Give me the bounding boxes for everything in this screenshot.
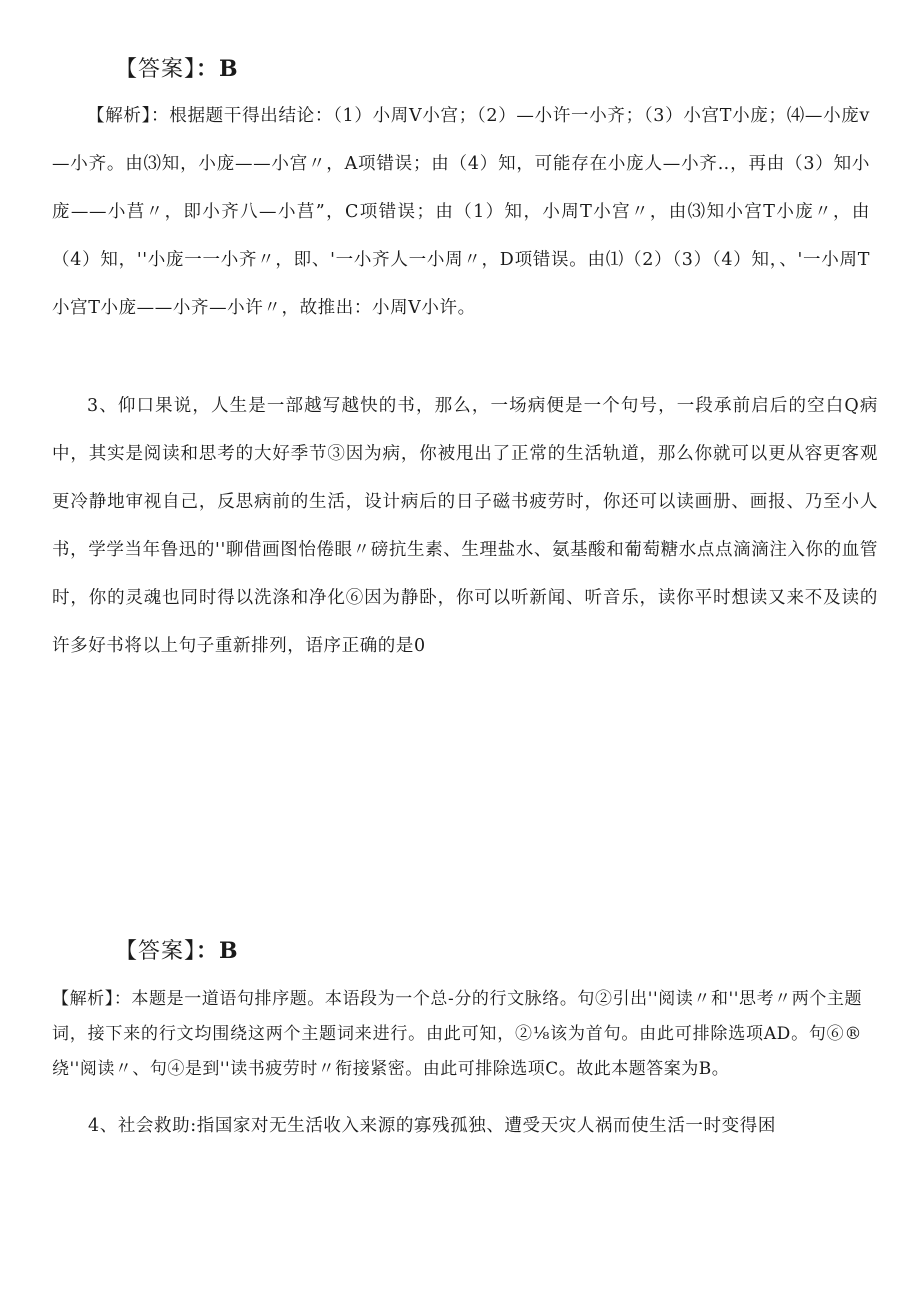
answer-line-1 — [115, 52, 239, 83]
answer-value: ：B — [196, 56, 239, 82]
answer-label: 【答案】 — [115, 939, 197, 964]
analysis-paragraph-2: 【解析】：本题是一道语句排序题。本语段为一个总-分的行文脉络。句②引出''阅读〃和''思考〃两个主题词，接下来的行文均围绕这两个主题词来进行。由此可知，②⅛该为首句。由此可排除选项AD。句⑥®绕''阅读〃、句④是到''读书疲劳时〃衔接紧密。由此可排除选项C。故此本题答案为B。 — [52, 989, 862, 1079]
answer-line-2 — [115, 934, 239, 965]
question-3-paragraph: 3、仰口果说，人生是一部越写越快的书，那么，一场病便是一个句号，一段承前启后的空白Q病中，其实是阅读和思考的大好季节③因为病，你被甩出了正常的生活轨道，那么你就可以更从容更客观更冷静地审视自己，反思病前的生活，设计病后的日子磁书疲劳时，你还可以读画册、画报、乃至小人书，学学当年鲁迅的''聊借画图怡倦眼〃磅抗生素、生理盐水、氨基酸和葡萄糖水点点滴滴注入你的血管时，你的灵魂也同时得以洗涤和净化⑥因为静卧，你可以听新闻、听音乐，读你平时想读又来不及读的许多好书将以上句子重新排列，语序正确的是0 — [52, 396, 878, 656]
answer-label: 【答案】 — [115, 57, 197, 82]
analysis-paragraph-1: 【解析】：根据题干得出结论：（1）小周Ⅴ小宫；（2）—小许一小齐；（3）小宫T小庞；⑷—小庞v—小齐。由⑶知，小庞——小宫〃，A项错误；由（4）知，可能存在小庞人—小齐‥，再由（3）知小庞——小莒〃，即小齐八—小莒”，C项错误；由（1）知，小周T小宫〃，由⑶知小宫T小庞〃，由（4）知，''小庞一一小齐〃，即、'一小齐人一小周〃，D项错误。由⑴（2）（3）（4）知，、'一小周T小宫T小庞——小齐—小许〃，故推出：小周Ⅴ小许。 — [52, 106, 870, 318]
question-4-line: 4、社会救助:指国家对无生活收入来源的寡残孤独、遭受天灾人祸而使生活一时变得困 — [88, 1116, 776, 1136]
answer-value: ：B — [196, 938, 239, 964]
